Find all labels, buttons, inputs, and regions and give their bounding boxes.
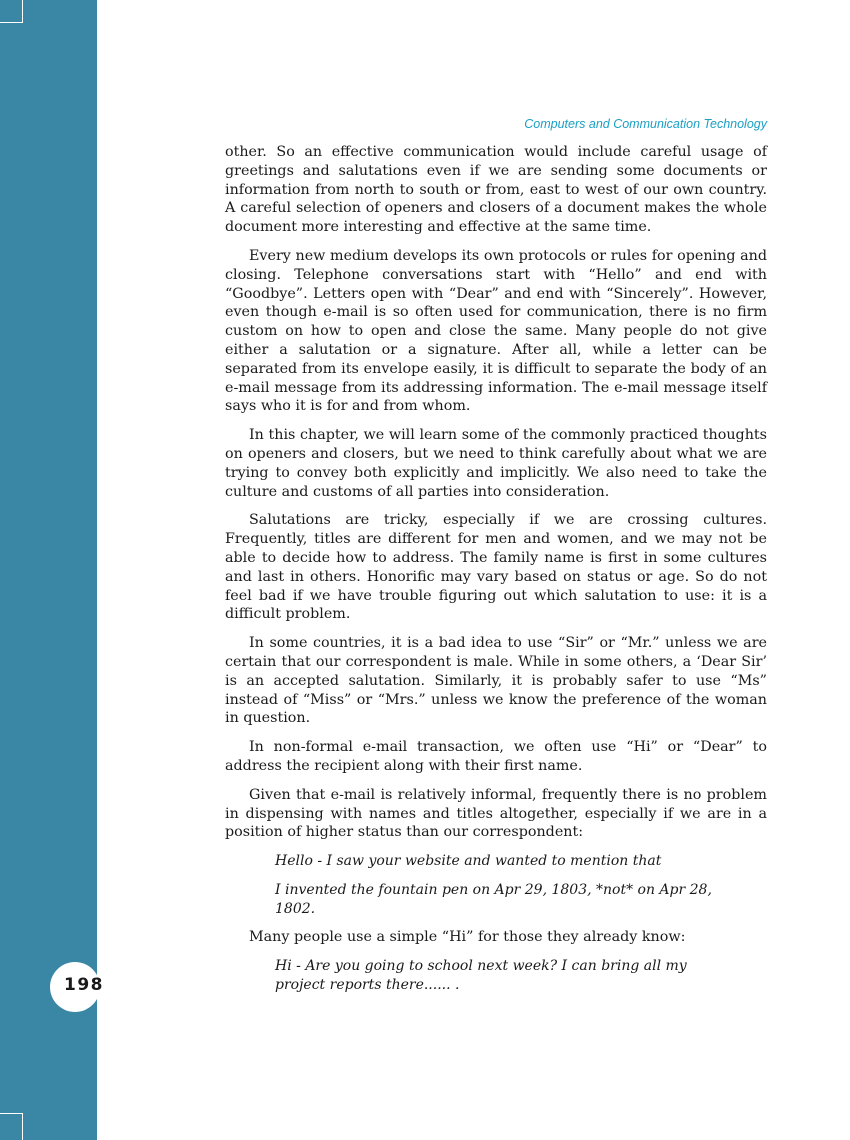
paragraph-countries: In some countries, it is a bad idea to use “Sir” or “Mr.” unless we are certain that our correspondent is male. While in some others, a ‘Dear Sir’ is an accepted salutation. Similarly, it is probably safer to use “Ms” instead of “Miss” or “Mrs.” unless we know the preference of the woman in question. bbox=[225, 635, 767, 727]
example-hello-line: Hello - I saw your website and wanted to mention that bbox=[275, 853, 662, 870]
example-hi-intro: Many people use a simple “Hi” for those they already know: bbox=[249, 929, 686, 946]
running-head: Computers and Communication Technology bbox=[524, 117, 767, 131]
paragraph-protocols: Every new medium develops its own protocols or rules for opening and closing. Telephone conversations start with “Hello” and end with “Goodbye”. Letters open with “Dear” and end with “Sincerely”. However, even though e-mail is so often used for communication, there is no firm custom on how to open and close the same. Many people do not give either a salutation or a signature. After all, while a letter can be separated from its envelope easily, it is difficult to separate the body of an e-mail message from its addressing information. The e-mail message itself says who it is for and from whom. bbox=[225, 247, 767, 415]
paragraph-informal: Given that e-mail is relatively informal, frequently there is no problem in dispensing with names and titles altogether, especially if we are in a position of higher status than our correspondent: bbox=[225, 786, 767, 841]
body-text bbox=[225, 143, 767, 1005]
paragraph-chapter-intro: In this chapter, we will learn some of the commonly practiced thoughts on openers and closers, but we need to think carefully about what we are trying to convey both explicitly and implicitly. We also need to take the culture and customs of all parties into consideration. bbox=[225, 427, 767, 500]
paragraph-salutations: Salutations are tricky, especially if we are crossing cultures. Frequently, titles are different for men and women, and we may not be able to decide how to address. The family name is first in some cultures and last in others. Honorific may vary based on status or age. So do not feel bad if we have trouble figuring out which salutation to use: it is a difficult problem. bbox=[225, 512, 767, 623]
paragraph-non-formal: In non-formal e-mail transaction, we often use “Hi” or “Dear” to address the recipient along with their first name. bbox=[225, 739, 767, 774]
paragraph-continuation: other. So an effective communication would include careful usage of greetings and salutations even if we are sending some documents or information from north to south or from, east to west of our own country. A careful selection of openers and closers of a document makes the whole document more interesting and effective at the same time. bbox=[225, 144, 767, 236]
example-hi-line: Hi - Are you going to school next week? I can bring all my project reports there...... . bbox=[275, 958, 687, 994]
crop-mark-top bbox=[0, 0, 23, 23]
example-invented-line: I invented the fountain pen on Apr 29, 1803, *not* on Apr 28, 1802. bbox=[275, 881, 712, 917]
page-number: 198 bbox=[64, 975, 104, 995]
crop-mark-bottom bbox=[0, 1113, 23, 1140]
